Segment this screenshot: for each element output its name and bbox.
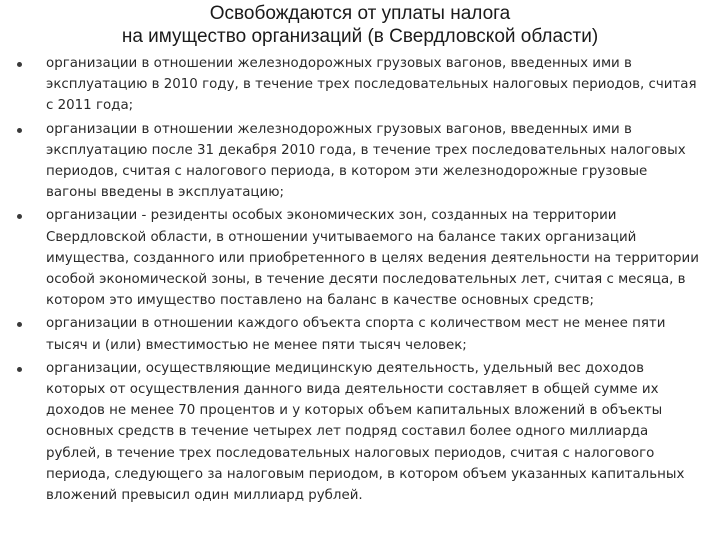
list-item: [0, 313, 720, 355]
list-item: [0, 53, 720, 117]
bullet-dot-icon: [17, 62, 22, 67]
title-line-2: на имущество организаций (в Свердловской области): [121, 26, 599, 47]
bullet-list: [0, 53, 720, 508]
list-item: [0, 205, 720, 311]
bullet-text: организации - резиденты особых экономических зон, созданных на территории Свердловской области, в отношении учитываемого на балансе таких организаций имущества, созданного или приобретенного в целях ведения деятельности на территории особой экономической зоны, в течение десяти последовательных лет, считая с месяца, в котором это имущество поставлено на баланс в качестве основных средств;: [46, 208, 699, 309]
title-line-1: Освобождаются от уплаты налога: [209, 3, 511, 24]
list-item: [0, 119, 720, 204]
bullet-dot-icon: [17, 214, 22, 219]
bullet-text: организации в отношении железнодорожных грузовых вагонов, введенных ими в эксплуатацию после 31 декабря 2010 года, в течение трех последовательных налоговых периодов, считая с налогового периода, в котором эти железнодорожные грузовые вагоны введены в эксплуатацию;: [46, 121, 686, 201]
bullet-text: организации, осуществляющие медицинскую деятельность, удельный вес доходов которых от осуществления данного вида деятельности составляет в общей сумме их доходов не менее 70 процентов и у которых объем капитальных вложений в объекты основных средств в течение четырех лет подряд составил более одного миллиарда рублей, в течение трех последовательных налоговых периодов, считая с налогового периода, следующего за налоговым периодом, в котором объем указанных капитальных вложений превысил один миллиард рублей.: [46, 360, 685, 504]
slide-title: [60, 2, 660, 48]
bullet-text: организации в отношении железнодорожных грузовых вагонов, введенных ими в эксплуатацию в 2010 году, в течение трех последовательных налоговых периодов, считая с 2011 года;: [46, 56, 697, 114]
list-item: [0, 358, 720, 506]
bullet-dot-icon: [17, 367, 22, 372]
bullet-dot-icon: [17, 322, 22, 327]
bullet-text: организации в отношении каждого объекта спорта с количеством мест не менее пяти тысяч и (или) вместимостью не менее пяти тысяч человек;: [46, 316, 666, 353]
bullet-dot-icon: [17, 128, 22, 133]
